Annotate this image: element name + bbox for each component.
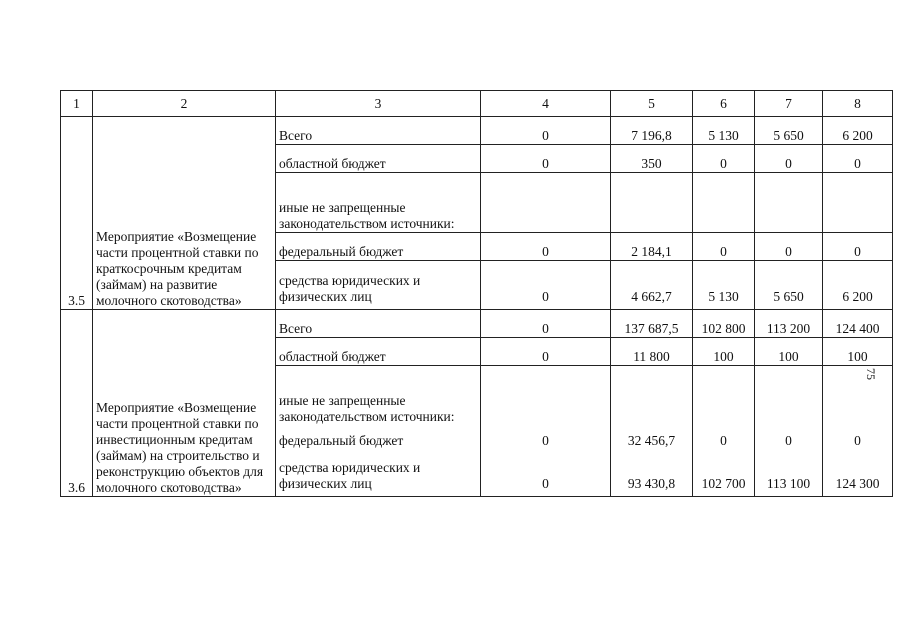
header-cell: 5 — [611, 91, 693, 117]
table-row — [61, 310, 893, 338]
value-cell: 137 687,5 — [611, 310, 693, 338]
value-cell: 5 130 — [693, 117, 755, 145]
table-row — [61, 117, 893, 145]
value-cell: 93 430,8 — [611, 449, 693, 497]
value-cell: 124 400 — [823, 310, 893, 338]
source-cell: федеральный бюджет — [276, 233, 481, 261]
header-cell: 2 — [93, 91, 276, 117]
header-cell: 4 — [481, 91, 611, 117]
source-cell: средства юридических и физических лиц — [276, 261, 481, 310]
value-cell — [611, 366, 693, 426]
value-cell — [693, 366, 755, 426]
value-cell: 4 662,7 — [611, 261, 693, 310]
value-cell: 0 — [481, 145, 611, 173]
value-cell — [823, 173, 893, 233]
budget-table — [60, 90, 893, 497]
source-cell: иные не запрещенные законодательством источники: — [276, 173, 481, 233]
value-cell: 0 — [823, 425, 893, 449]
value-cell: 0 — [823, 233, 893, 261]
value-cell: 102 700 — [693, 449, 755, 497]
value-cell — [693, 173, 755, 233]
source-cell: областной бюджет — [276, 338, 481, 366]
value-cell: 124 300 — [823, 449, 893, 497]
value-cell — [611, 173, 693, 233]
value-cell: 6 200 — [823, 117, 893, 145]
value-cell: 5 650 — [755, 261, 823, 310]
header-cell: 3 — [276, 91, 481, 117]
header-row — [61, 91, 893, 117]
value-cell: 6 200 — [823, 261, 893, 310]
value-cell — [481, 366, 611, 426]
value-cell: 0 — [481, 425, 611, 449]
value-cell: 0 — [693, 145, 755, 173]
value-cell: 0 — [481, 310, 611, 338]
source-cell: иные не запрещенные законодательством источники: — [276, 366, 481, 426]
value-cell: 350 — [611, 145, 693, 173]
value-cell — [823, 366, 893, 426]
header-cell: 6 — [693, 91, 755, 117]
event-name: Мероприятие «Возмещение части процентной ставки по краткосрочным кредитам (займам) на развитие молочного скотоводства» — [93, 117, 276, 310]
value-cell: 7 196,8 — [611, 117, 693, 145]
value-cell: 0 — [481, 338, 611, 366]
value-cell: 0 — [755, 233, 823, 261]
value-cell: 102 800 — [693, 310, 755, 338]
header-cell: 1 — [61, 91, 93, 117]
value-cell: 0 — [693, 233, 755, 261]
source-cell: Всего — [276, 117, 481, 145]
value-cell: 113 200 — [755, 310, 823, 338]
page-number: 75 — [864, 368, 878, 380]
value-cell — [755, 366, 823, 426]
value-cell — [481, 173, 611, 233]
value-cell: 0 — [481, 449, 611, 497]
value-cell: 5 650 — [755, 117, 823, 145]
source-cell: Всего — [276, 310, 481, 338]
value-cell: 32 456,7 — [611, 425, 693, 449]
value-cell: 0 — [823, 145, 893, 173]
value-cell — [755, 173, 823, 233]
source-cell: федеральный бюджет — [276, 425, 481, 449]
value-cell: 2 184,1 — [611, 233, 693, 261]
header-cell: 7 — [755, 91, 823, 117]
value-cell: 0 — [755, 425, 823, 449]
value-cell: 0 — [693, 425, 755, 449]
source-cell: областной бюджет — [276, 145, 481, 173]
event-name: Мероприятие «Возмещение части процентной ставки по инвестиционным кредитам (займам) на строительство и реконструкцию объектов для молочного скотоводства» — [93, 310, 276, 497]
row-number: 3.5 — [61, 117, 93, 310]
value-cell: 0 — [481, 233, 611, 261]
value-cell: 100 — [755, 338, 823, 366]
value-cell: 100 — [693, 338, 755, 366]
value-cell: 0 — [481, 261, 611, 310]
value-cell: 0 — [755, 145, 823, 173]
row-number: 3.6 — [61, 310, 93, 497]
value-cell: 5 130 — [693, 261, 755, 310]
value-cell: 11 800 — [611, 338, 693, 366]
source-cell: средства юридических и физических лиц — [276, 449, 481, 497]
value-cell: 100 — [823, 338, 893, 366]
value-cell: 113 100 — [755, 449, 823, 497]
header-cell: 8 — [823, 91, 893, 117]
value-cell: 0 — [481, 117, 611, 145]
